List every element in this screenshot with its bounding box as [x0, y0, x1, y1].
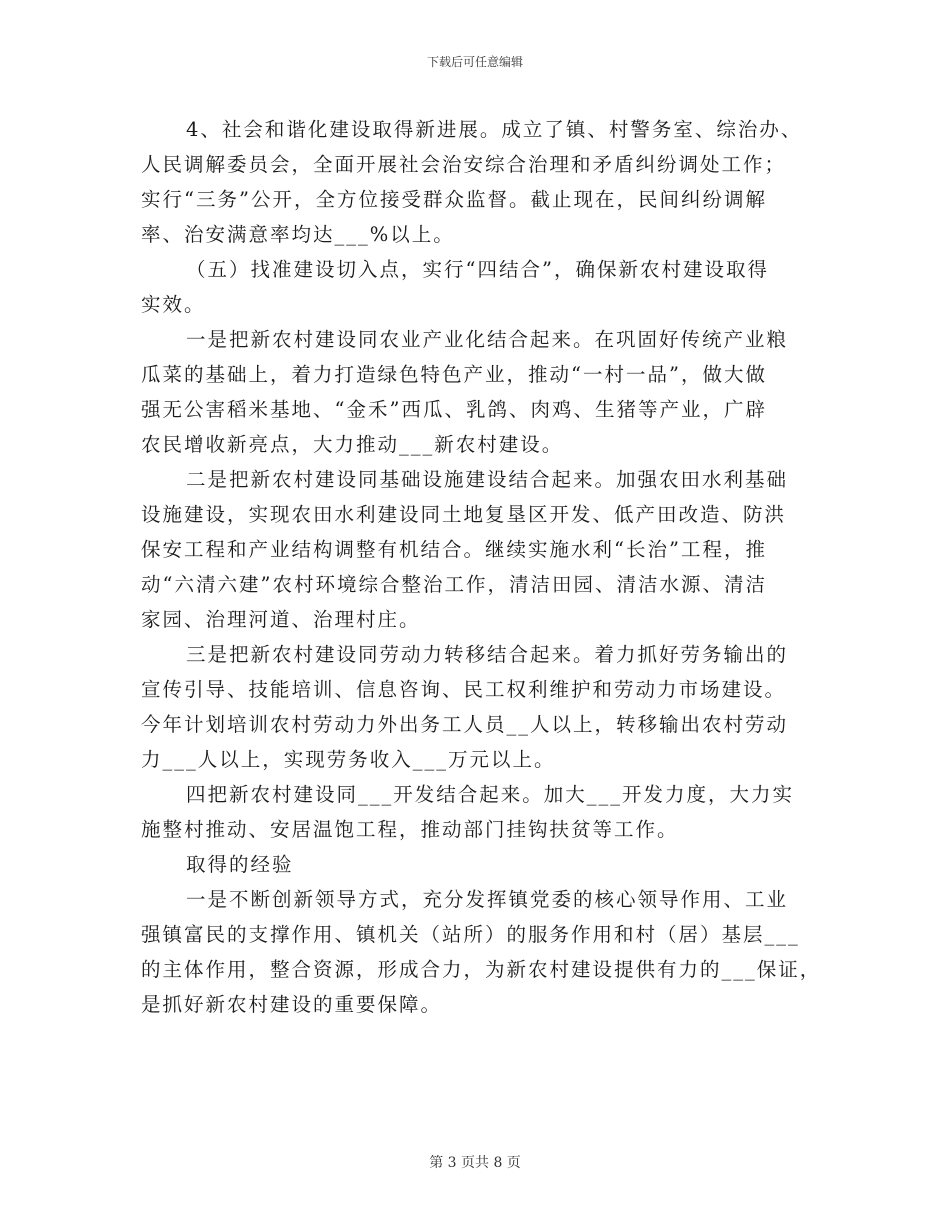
- paragraph-line: 三是把新农村建设同劳动力转移结合起来。着力抓好劳务输出的: [186, 643, 789, 666]
- section-heading-line: 实效。: [141, 293, 206, 316]
- paragraph-line: 家园、治理河道、治理村庄。: [141, 608, 421, 631]
- paragraph-line: 强无公害稻米基地、“金禾”西瓜、乳鸽、肉鸡、生猪等产业，广辟: [141, 398, 767, 421]
- paragraph-line: 瓜菜的基础上，着力打造绿色特色产业，推动“一村一品”，做大做: [141, 363, 767, 386]
- page-header: 下载后可任意编辑: [426, 55, 523, 69]
- paragraph-line: 动“六清六建”农村环境综合整治工作，清洁田园、清洁水源、清洁: [141, 573, 767, 596]
- paragraph-line: 四把新农村建设同___开发结合起来。加大___开发力度，大力实: [186, 783, 795, 806]
- paragraph-line: 率、治安满意率均达___%以上。: [141, 223, 455, 246]
- section-heading-line: （五）找准建设切入点，实行“四结合”，确保新农村建设取得: [186, 258, 769, 281]
- paragraph-line: 一是把新农村建设同农业产业化结合起来。在巩固好传统产业粮: [186, 328, 789, 351]
- paragraph-line: 二是把新农村建设同基础设施建设结合起来。加强农田水利基础: [186, 468, 789, 491]
- paragraph-line: 的主体作用，整合资源，形成合力，为新农村建设提供有力的___保证，: [141, 958, 822, 981]
- paragraph-line: 一是不断创新领导方式，充分发挥镇党委的核心领导作用、工业: [186, 888, 789, 911]
- paragraph-line: 设施建设，实现农田水利建设同土地复垦区开发、低产田改造、防洪: [141, 503, 787, 526]
- page-footer: 第 3 页共 8 页: [429, 1155, 521, 1171]
- paragraph-line: 力___人以上，实现劳务收入___万元以上。: [141, 748, 556, 771]
- paragraph-line: 施整村推动、安居温饱工程，推动部门挂钩扶贫等工作。: [141, 818, 679, 841]
- paragraph-line: 今年计划培训农村劳动力外出务工人员__人以上，转移输出农村劳动: [141, 713, 789, 736]
- paragraph-line: 保安工程和产业结构调整有机结合。继续实施水利“长治”工程，推: [141, 538, 767, 561]
- paragraph-line: 4、社会和谐化建设取得新进展。成立了镇、村警务室、综治办、: [186, 118, 803, 141]
- paragraph-line: 实行“三务”公开，全方位接受群众监督。截止现在，民间纠纷调解: [141, 188, 767, 211]
- paragraph-line: 是抓好新农村建设的重要保障。: [141, 993, 443, 1016]
- section-heading: 取得的经验: [186, 853, 294, 876]
- paragraph-line: 强镇富民的支撑作用、镇机关（站所）的服务作用和村（居）基层___: [141, 923, 800, 946]
- paragraph-line: 农民增收新亮点，大力推动___新农村建设。: [141, 433, 564, 456]
- document-body: [141, 112, 822, 1022]
- paragraph-line: 人民调解委员会，全面开展社会治安综合治理和矛盾纠纷调处工作；: [141, 153, 787, 176]
- paragraph-line: 宣传引导、技能培训、信息咨询、民工权利维护和劳动力市场建设。: [141, 678, 787, 701]
